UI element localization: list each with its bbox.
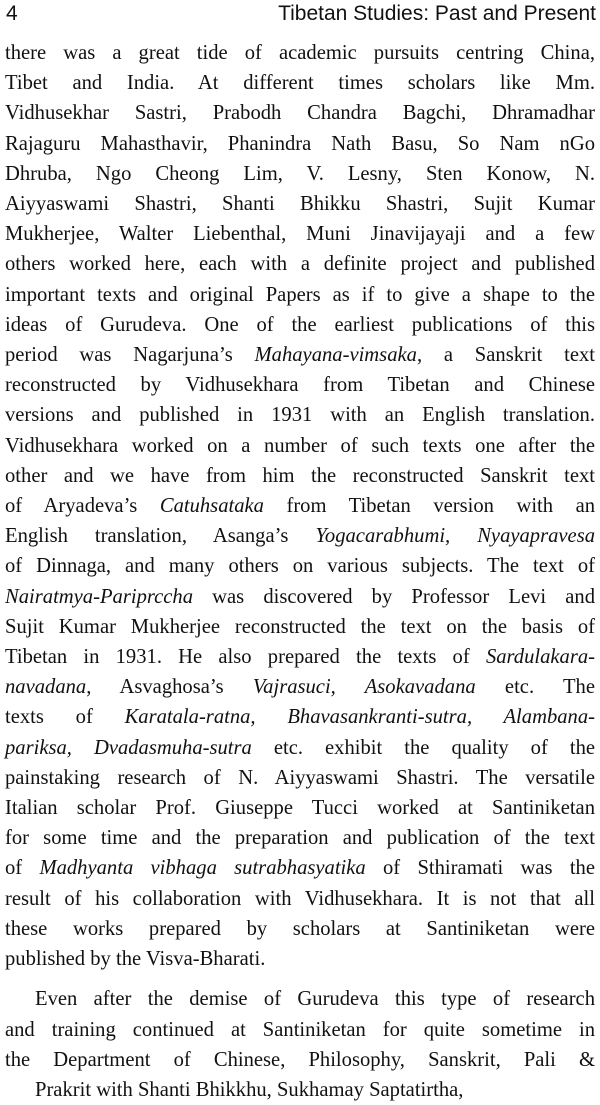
text-run: , a Sanskrit text — [416, 344, 595, 367]
text-run: of Dinnaga, and many others on various subjects. The text of — [5, 555, 595, 578]
text-line — [5, 400, 595, 430]
text-line — [5, 702, 595, 732]
page-number: 4 — [6, 2, 18, 25]
italic-title: pariksa, Dvadasmuha-sutra — [5, 736, 252, 759]
text-run: Mukherjee, Walter Liebenthal, Muni Jinavijayaji and a few — [5, 223, 595, 246]
text-line — [5, 984, 595, 1014]
italic-title: navadana — [5, 676, 87, 699]
text-run: Sujit Kumar Mukherjee reconstructed the text on the basis of — [5, 615, 595, 638]
text-line — [5, 793, 595, 823]
text-run: period was Nagarjuna’s — [5, 344, 255, 367]
text-line — [5, 340, 595, 370]
text-line — [5, 461, 595, 491]
text-line — [5, 1075, 595, 1105]
text-line — [5, 1045, 595, 1075]
page-header — [6, 0, 596, 28]
text-run: result of his collaboration with Vidhusekhara. It is not that all — [5, 887, 595, 910]
text-run: others worked here, each with a definite project and published — [5, 253, 595, 276]
text-line — [5, 219, 595, 249]
text-line — [5, 431, 595, 461]
text-line — [5, 310, 595, 340]
text-line — [5, 491, 595, 521]
paragraph-2 — [5, 984, 595, 1105]
text-run: reconstructed by Vidhusekhara from Tibetan and Chinese — [5, 374, 595, 397]
text-line — [5, 823, 595, 853]
text-line — [5, 853, 595, 883]
italic-title: Karatala-ratna, Bhavasankranti-sutra, Alambana- — [124, 706, 595, 729]
text-run: of Aryadeva’s — [5, 495, 160, 518]
text-line — [5, 551, 595, 581]
text-line — [5, 914, 595, 944]
text-line — [5, 280, 595, 310]
text-line — [5, 672, 595, 702]
text-run: Aiyyaswami Shastri, Shanti Bhikku Shastri, Sujit Kumar — [5, 193, 595, 216]
running-head: Tibetan Studies: Past and Present — [278, 2, 596, 25]
text-run: the Department of Chinese, Philosophy, Sanskrit, Pali & — [5, 1048, 595, 1071]
text-run: painstaking research of N. Aiyyaswami Shastri. The versatile — [5, 766, 595, 789]
text-run: Tibet and India. At different times scholars like Mm. — [5, 72, 595, 95]
text-line — [5, 159, 595, 189]
text-run: Vidhusekhar Sastri, Prabodh Chandra Bagchi, Dhramadhar — [5, 102, 595, 125]
text-run: ideas of Gurudeva. One of the earliest publications of this — [5, 313, 595, 336]
text-line — [5, 733, 595, 763]
text-line — [5, 370, 595, 400]
italic-title: Yogacarabhumi, Nyayapravesa — [315, 525, 596, 548]
paragraph-1 — [5, 38, 595, 974]
text-run: important texts and original Papers as if to give a shape to the — [5, 283, 595, 306]
text-line — [5, 189, 595, 219]
text-line — [5, 612, 595, 642]
text-run: Vidhusekhara worked on a number of such texts one after the — [5, 434, 595, 457]
text-line — [5, 521, 595, 551]
text-line — [5, 129, 595, 159]
text-run: texts of — [5, 706, 125, 729]
italic-title: Nairatmya-Pariprccha — [5, 585, 193, 608]
text-run: was discovered by Professor Levi and — [193, 585, 595, 608]
text-run: Rajaguru Mahasthavir, Phanindra Nath Basu, So Nam nGo — [5, 132, 595, 155]
text-run: Prakrit with Shanti Bhikkhu, Sukhamay Saptatirtha, — [35, 1078, 464, 1101]
text-line — [5, 249, 595, 279]
text-run: these works prepared by scholars at Santiniketan were — [5, 917, 595, 940]
text-line — [5, 68, 595, 98]
text-run: English translation, Asanga’s — [5, 525, 316, 548]
text-line — [5, 763, 595, 793]
text-run: Even after the demise of Gurudeva this type of research — [35, 988, 595, 1011]
text-line — [5, 642, 595, 672]
text-run: versions and published in 1931 with an English translation. — [5, 404, 595, 427]
italic-title: Vajrasuci, Asokavadana — [252, 676, 476, 699]
text-run: etc. The — [475, 676, 595, 699]
text-run: from Tibetan version with an — [263, 495, 596, 518]
text-line — [5, 944, 595, 974]
text-run: , Asvaghosa’s — [86, 676, 253, 699]
text-run: and training continued at Santiniketan for quite sometime in — [5, 1018, 595, 1041]
text-line — [5, 38, 595, 68]
italic-title: Catuhsataka — [159, 495, 264, 518]
text-run: for some time and the preparation and publication of the text — [5, 827, 595, 850]
text-line — [5, 582, 595, 612]
text-run: of Sthiramati was the — [365, 857, 595, 880]
italic-title: Madhyanta vibhaga sutrabhasyatika — [39, 857, 366, 880]
text-run: published by the Visva-Bharati. — [5, 948, 266, 971]
text-run: etc. exhibit the quality of the — [251, 736, 595, 759]
text-line — [5, 1015, 595, 1045]
text-line — [5, 98, 595, 128]
text-run: there was a great tide of academic pursuits centring China, — [5, 42, 595, 64]
text-run: of — [5, 857, 40, 880]
text-run: Tibetan in 1931. He also prepared the texts of — [5, 646, 486, 669]
italic-title: Sardulakara- — [485, 646, 595, 669]
text-line — [5, 884, 595, 914]
text-run: Italian scholar Prof. Giuseppe Tucci worked at Santiniketan — [5, 797, 595, 820]
italic-title: Mahayana-vimsaka — [254, 344, 417, 367]
body-text — [5, 38, 595, 1105]
text-run: other and we have from him the reconstructed Sanskrit text — [5, 464, 595, 487]
text-run: Dhruba, Ngo Cheong Lim, V. Lesny, Sten Konow, N. — [5, 162, 595, 185]
